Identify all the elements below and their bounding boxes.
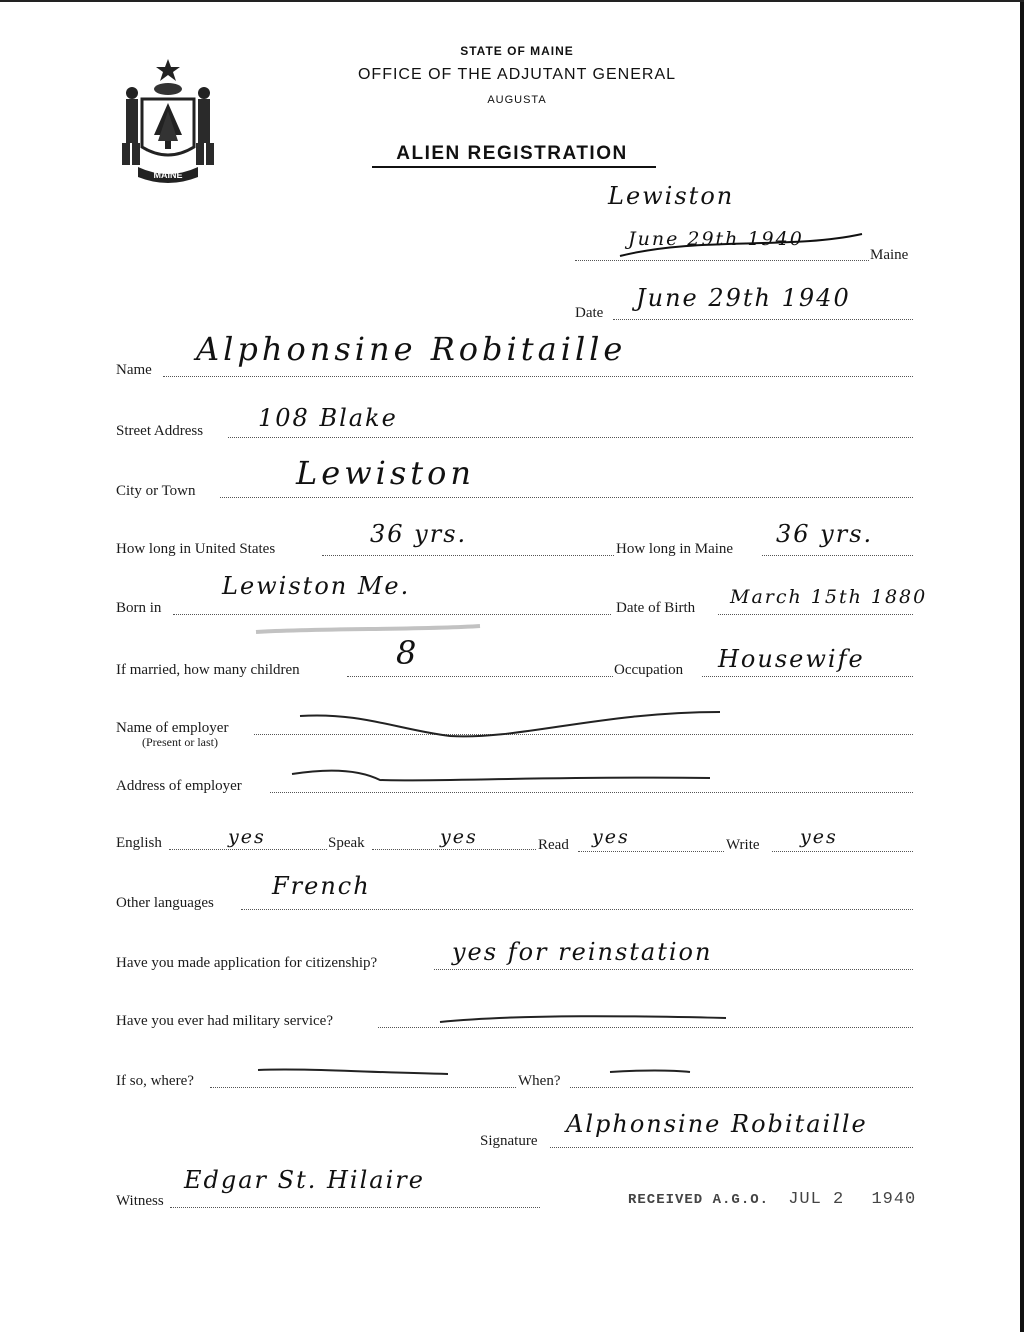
when-label: When? xyxy=(518,1073,561,1089)
write-entry: yes xyxy=(800,826,838,848)
occupation-label: Occupation xyxy=(614,662,684,678)
date-entry: June 29th 1940 xyxy=(636,284,851,312)
received-stamp-text: RECEIVED A.G.O. xyxy=(628,1192,770,1208)
city-town-label: City or Town xyxy=(116,483,196,499)
employer-name-dash xyxy=(300,712,720,736)
born-in-smudge xyxy=(256,626,480,632)
when-dash xyxy=(610,1071,690,1073)
state-heading: STATE OF MAINE xyxy=(460,44,574,58)
english-label: English xyxy=(116,835,162,851)
city-town-entry: Lewiston xyxy=(296,454,475,492)
born-in-label: Born in xyxy=(116,600,162,616)
employer-note-label: (Present or last) xyxy=(142,735,218,749)
date-of-birth-entry: March 15th 1880 xyxy=(730,586,928,608)
place-entry: Lewiston xyxy=(608,182,735,210)
witness-label: Witness xyxy=(116,1193,164,1209)
name-label: Name xyxy=(116,362,152,378)
received-stamp-date: JUL 2 xyxy=(788,1190,845,1209)
seal-banner-text: MAINE xyxy=(153,170,183,180)
place-date-strike xyxy=(620,234,862,256)
speak-label: Speak xyxy=(328,835,365,851)
children-entry: 8 xyxy=(396,634,421,672)
form-title: ALIEN REGISTRATION xyxy=(396,143,628,164)
witness-entry: Edgar St. Hilaire xyxy=(184,1166,425,1194)
military-label: Have you ever had military service? xyxy=(116,1013,333,1029)
city-heading: AUGUSTA xyxy=(487,94,547,106)
how-long-us-label: How long in United States xyxy=(116,541,276,557)
read-entry: yes xyxy=(592,826,630,848)
english-entry: yes xyxy=(228,826,266,848)
employer-address-dash xyxy=(292,771,710,781)
speak-entry: yes xyxy=(440,826,478,848)
how-long-us-entry: 36 yrs. xyxy=(370,520,468,548)
where-dash xyxy=(258,1069,448,1074)
signature-entry: Alphonsine Robitaille xyxy=(566,1110,868,1138)
name-entry: Alphonsine Robitaille xyxy=(196,330,627,368)
read-label: Read xyxy=(538,837,569,853)
date-label: Date xyxy=(575,305,604,321)
military-dash xyxy=(440,1016,726,1022)
other-languages-label: Other languages xyxy=(116,895,214,911)
where-label: If so, where? xyxy=(116,1073,194,1089)
occupation-entry: Housewife xyxy=(718,645,865,673)
other-languages-entry: French xyxy=(272,872,371,900)
date-of-birth-label: Date of Birth xyxy=(616,600,696,616)
citizenship-label: Have you made application for citizenship? xyxy=(116,955,378,971)
signature-label: Signature xyxy=(480,1133,538,1149)
street-entry: 108 Blake xyxy=(258,404,398,432)
citizenship-entry: yes for reinstation xyxy=(452,938,713,966)
office-heading: OFFICE OF THE ADJUTANT GENERAL xyxy=(357,66,677,83)
place-suffix-label: Maine xyxy=(870,247,909,263)
place-date-entry: June 29th 1940 xyxy=(628,228,804,250)
how-long-maine-entry: 36 yrs. xyxy=(776,520,874,548)
how-long-maine-label: How long in Maine xyxy=(616,541,734,557)
street-label: Street Address xyxy=(116,423,204,439)
employer-address-label: Address of employer xyxy=(116,778,242,794)
write-label: Write xyxy=(726,837,760,853)
received-stamp-year: 1940 xyxy=(871,1190,917,1209)
children-label: If married, how many children xyxy=(116,662,300,678)
born-in-entry: Lewiston Me. xyxy=(222,572,411,600)
employer-name-label: Name of employer xyxy=(116,720,229,736)
